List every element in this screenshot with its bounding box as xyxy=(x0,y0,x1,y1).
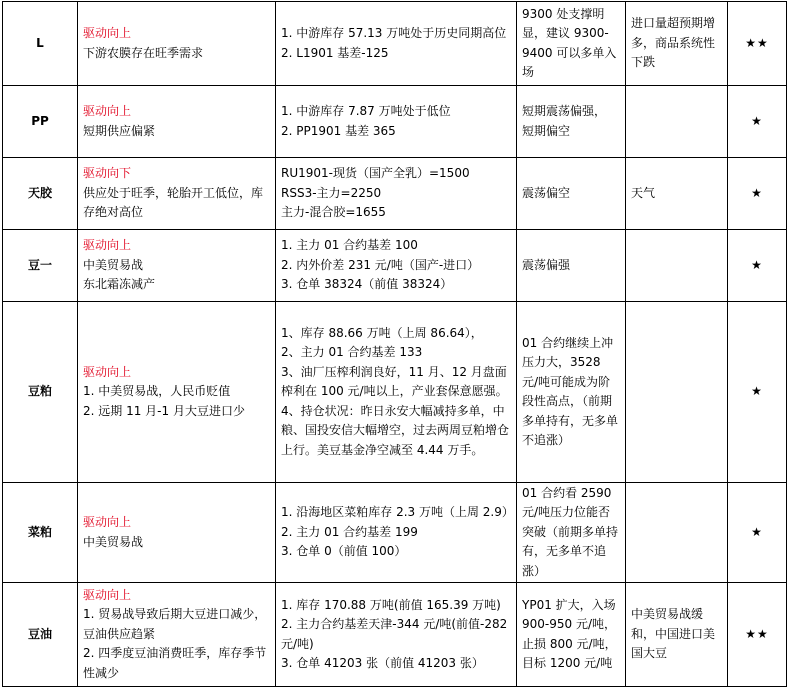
fundamental-text: 1. 中游库存 57.13 万吨处于历史同期高位 xyxy=(281,26,507,40)
risk-cell xyxy=(626,302,728,483)
driver-cell xyxy=(78,302,276,483)
table-row xyxy=(3,158,787,230)
fundamental-text: 1、库存 88.66 万吨（上周 86.64）， xyxy=(281,325,483,340)
risk-cell xyxy=(626,483,728,583)
rating-stars: ★ xyxy=(728,86,787,158)
driver-text: 1. 中美贸易战，人民币贬值 xyxy=(83,384,231,399)
commodity-name: 天胶 xyxy=(3,158,78,230)
strategy-cell xyxy=(517,2,626,86)
driver-text: 2. 远期 11 月-1 月大豆进口少 xyxy=(83,403,245,418)
rating-stars: ★★ xyxy=(728,583,787,687)
strategy-text: 震荡偏空 xyxy=(522,185,571,200)
driver-cell xyxy=(78,230,276,302)
fundamental-text: RSS3-主力=2250 xyxy=(281,185,382,200)
commodity-name: 豆一 xyxy=(3,230,78,302)
table-row xyxy=(3,2,787,86)
fundamental-text: 1. 主力 01 合约基差 100 xyxy=(281,238,418,253)
commodity-name: L xyxy=(3,2,78,86)
strategy-cell xyxy=(517,483,626,583)
fundamentals-cell xyxy=(276,302,517,483)
commodity-table xyxy=(2,1,787,687)
risk-cell xyxy=(626,158,728,230)
driver-cell xyxy=(78,583,276,687)
driver-text: 1. 贸易战导致后期大豆进口减少，豆油供应趋紧 xyxy=(83,607,267,641)
direction-label: 驱动向上 xyxy=(83,515,132,529)
fundamental-text: 2. 主力合约基差天津-344 元/吨(前值-282 元/吨) xyxy=(281,617,508,651)
strategy-cell xyxy=(517,230,626,302)
strategy-text: 01 合约看 2590 元/吨压力位能否突破（前期多单持有，无多单不追涨） xyxy=(522,485,619,578)
risk-cell xyxy=(626,583,728,687)
fundamental-text: 2、主力 01 合约基差 133 xyxy=(281,345,423,360)
commodity-name: 豆粕 xyxy=(3,302,78,483)
table-row xyxy=(3,302,787,483)
driver-text: 中美贸易战 xyxy=(83,534,144,549)
table-body xyxy=(3,2,787,687)
rating-stars: ★ xyxy=(728,483,787,583)
rating-stars: ★★ xyxy=(728,2,787,86)
risk-text: 中美贸易战缓和，中国进口美国大豆 xyxy=(631,607,716,661)
fundamentals-cell xyxy=(276,2,517,86)
risk-text: 天气 xyxy=(631,185,656,200)
driver-text: 供应处于旺季，轮胎开工低位，库存绝对高位 xyxy=(83,185,264,220)
fundamental-text: 3、油厂压榨利润良好，11 月、12 月盘面榨利在 100 元/吨以上，产业套保意愿强。 xyxy=(281,364,508,399)
direction-label: 驱动向上 xyxy=(83,104,132,118)
fundamental-text: 1. 库存 170.88 万吨(前值 165.39 万吨) xyxy=(281,597,501,612)
fundamental-text: RU1901-现货（国产全乳）=1500 xyxy=(281,166,470,181)
fundamentals-cell xyxy=(276,86,517,158)
driver-cell xyxy=(78,483,276,583)
driver-cell xyxy=(78,2,276,86)
direction-label: 驱动向上 xyxy=(83,587,132,602)
strategy-text: 短期偏空 xyxy=(522,123,571,138)
driver-text: 中美贸易战 xyxy=(83,257,144,272)
strategy-text: 震荡偏强 xyxy=(522,257,571,272)
fundamental-text: 2. PP1901 基差 365 xyxy=(281,123,396,138)
commodity-name: PP xyxy=(3,86,78,158)
driver-text: 下游农膜存在旺季需求 xyxy=(83,45,204,60)
fundamentals-cell xyxy=(276,583,517,687)
table-row xyxy=(3,583,787,687)
table-row xyxy=(3,230,787,302)
fundamental-text: 主力-混合胶=1655 xyxy=(281,205,386,220)
fundamental-text: 3. 仓单 41203 张（前值 41203 张） xyxy=(281,656,484,670)
table-row xyxy=(3,483,787,583)
strategy-cell xyxy=(517,302,626,483)
fundamental-text: 2. 内外价差 231 元/吨（国产-进口） xyxy=(281,257,480,272)
fundamental-text: 1. 中游库存 7.87 万吨处于低位 xyxy=(281,104,451,118)
commodity-name: 菜粕 xyxy=(3,483,78,583)
direction-label: 驱动向上 xyxy=(83,238,132,253)
strategy-cell xyxy=(517,158,626,230)
driver-text: 短期供应偏紧 xyxy=(83,123,156,138)
fundamentals-cell xyxy=(276,158,517,230)
fundamentals-cell xyxy=(276,230,517,302)
strategy-text: YP01 扩大，入场 900-950 元/吨，止损 800 元/吨，目标 1200 元/吨 xyxy=(522,597,617,670)
driver-cell xyxy=(78,158,276,230)
driver-cell xyxy=(78,86,276,158)
rating-stars: ★ xyxy=(728,158,787,230)
fundamental-text: 1. 沿海地区菜粕库存 2.3 万吨（上周 2.9） xyxy=(281,505,514,520)
table-row xyxy=(3,86,787,158)
risk-cell xyxy=(626,86,728,158)
driver-text: 2. 四季度豆油消费旺季，库存季节性减少 xyxy=(83,646,267,680)
fundamentals-cell xyxy=(276,483,517,583)
strategy-text: 01 合约继续上冲压力大，3528 元/吨可能成为阶段性高点，（前期多单持有，无多单不追涨） xyxy=(522,335,619,447)
direction-label: 驱动向下 xyxy=(83,166,132,181)
risk-text: 进口量超预期增多，商品系统性下跌 xyxy=(631,16,716,70)
commodity-name: 豆油 xyxy=(3,583,78,687)
strategy-text: 短期震荡偏强， xyxy=(522,104,607,118)
risk-cell xyxy=(626,2,728,86)
fundamental-text: 2. L1901 基差-125 xyxy=(281,45,389,60)
risk-cell xyxy=(626,230,728,302)
rating-stars: ★ xyxy=(728,302,787,483)
strategy-text: 9300 处支撑明显，建议 9300-9400 可以多单入场 xyxy=(522,6,617,79)
strategy-cell xyxy=(517,583,626,687)
strategy-cell xyxy=(517,86,626,158)
fundamental-text: 2. 主力 01 合约基差 199 xyxy=(281,524,418,539)
fundamental-text: 4、持仓状况：昨日永安大幅减持多单，中粮、国投安信大幅增空，过去两周豆粕增仓上行。美豆基金净空减至 4.44 万手。 xyxy=(281,403,510,457)
driver-text: 东北霜冻减产 xyxy=(83,277,156,292)
fundamental-text: 3. 仓单 0（前值 100） xyxy=(281,544,407,559)
direction-label: 驱动向上 xyxy=(83,26,132,40)
fundamental-text: 3. 仓单 38324（前值 38324） xyxy=(281,277,453,292)
rating-stars: ★ xyxy=(728,230,787,302)
direction-label: 驱动向上 xyxy=(83,364,132,379)
